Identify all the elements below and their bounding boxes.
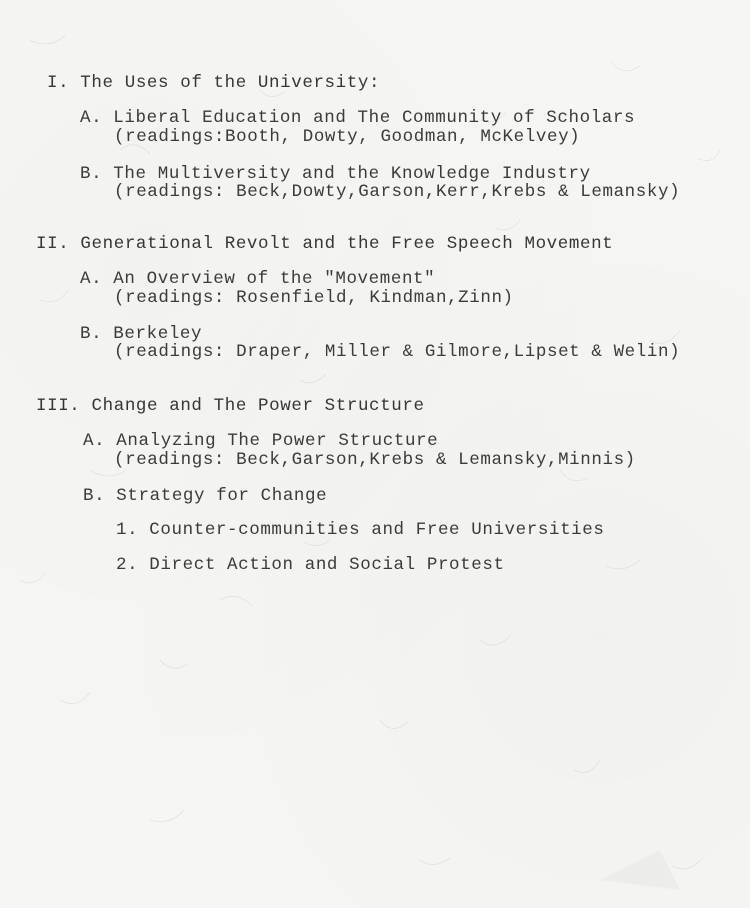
section-1b-title: B. The Multiversity and the Knowledge Industry	[80, 164, 591, 184]
section-1-heading: I. The Uses of the University:	[47, 73, 381, 93]
section-2a-readings: (readings: Rosenfield, Kindman,Zinn)	[114, 288, 514, 308]
section-3-heading: III. Change and The Power Structure	[36, 396, 425, 416]
section-1a-readings: (readings:Booth, Dowty, Goodman, McKelvey)	[114, 127, 581, 147]
section-2b-title: B. Berkeley	[80, 324, 203, 344]
section-2a-title: A. An Overview of the "Movement"	[80, 269, 436, 289]
section-3b-item-2: 2. Direct Action and Social Protest	[116, 555, 505, 575]
section-2b-readings: (readings: Draper, Miller & Gilmore,Lipset & Welin)	[114, 342, 681, 362]
section-1a-title: A. Liberal Education and The Community of Scholars	[80, 108, 636, 128]
section-3b-item-1: 1. Counter-communities and Free Universities	[116, 520, 605, 540]
section-3a-readings: (readings: Beck,Garson,Krebs & Lemansky,Minnis)	[114, 450, 636, 470]
section-3b-title: B. Strategy for Change	[83, 486, 328, 506]
section-3a-title: A. Analyzing The Power Structure	[83, 431, 439, 451]
section-2-heading: II. Generational Revolt and the Free Speech Movement	[36, 234, 614, 254]
section-1b-readings: (readings: Beck,Dowty,Garson,Kerr,Krebs & Lemansky)	[114, 182, 681, 202]
